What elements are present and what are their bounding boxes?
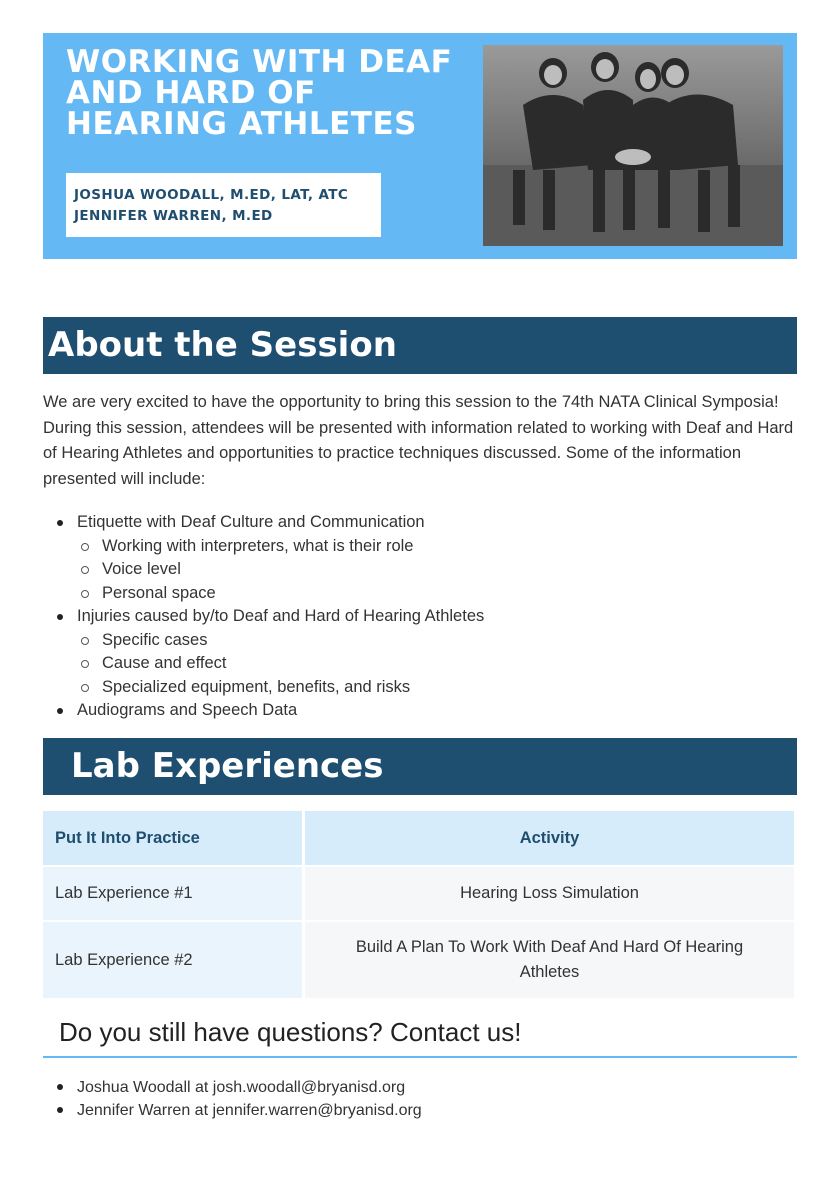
- contact-item: Jennifer Warren at jennifer.warren@bryanisd.org: [55, 1099, 422, 1122]
- list-item: Specific cases: [77, 629, 484, 653]
- table-row: [43, 922, 797, 1000]
- list-item: Audiograms and Speech Data: [55, 699, 484, 723]
- team-photo: [483, 45, 783, 246]
- topic-list: [55, 511, 484, 723]
- lab-heading: Lab Experiences: [71, 746, 384, 786]
- table-header-row: [43, 811, 797, 867]
- page-title: WORKING WITH DEAF AND HARD OF HEARING ATHLETES: [66, 44, 453, 142]
- author-name: JENNIFER WARREN, M.ED: [74, 208, 273, 224]
- column-header: Put It Into Practice: [43, 811, 305, 867]
- contact-list: [55, 1076, 422, 1122]
- contact-heading: Do you still have questions? Contact us!: [59, 1017, 522, 1047]
- column-header: Activity: [305, 811, 797, 867]
- intro-paragraph: We are very excited to have the opportunity to bring this session to the 74th NATA Clinical Symposia! During this session, attendees will be presented with information related to working with Deaf and Hard of Hearing Athletes and opportunities to practice techniques discussed. Some of the information presented will include:: [43, 393, 794, 488]
- author-name: JOSHUA WOODALL, M.ED, LAT, ATC: [74, 187, 349, 203]
- football-players-illustration: [483, 45, 783, 246]
- list-item: Injuries caused by/to Deaf and Hard of Hearing Athletes Specific cases Cause and effect Specialized equipment, benefits, and risks: [55, 605, 484, 699]
- list-item: Personal space: [77, 582, 484, 606]
- table-row: [43, 867, 797, 922]
- list-item: Voice level: [77, 558, 484, 582]
- lab-table: [43, 811, 797, 1000]
- contact-item: Joshua Woodall at josh.woodall@bryanisd.org: [55, 1076, 422, 1099]
- list-item: Specialized equipment, benefits, and risks: [77, 676, 484, 700]
- hero-banner: [43, 33, 797, 259]
- about-section-header: [43, 317, 797, 374]
- list-item: Etiquette with Deaf Culture and Communication Working with interpreters, what is their role Voice level Personal space: [55, 511, 484, 605]
- list-item: Cause and effect: [77, 652, 484, 676]
- authors-box: [66, 173, 381, 237]
- about-heading: About the Session: [48, 325, 397, 365]
- lab-section-header: [43, 738, 797, 795]
- list-item: Working with interpreters, what is their role: [77, 535, 484, 559]
- divider: [43, 1056, 797, 1058]
- table-cell: Build A Plan To Work With Deaf And Hard Of Hearing Athletes: [305, 922, 797, 1000]
- table-cell: Lab Experience #1: [43, 867, 305, 922]
- table-cell: Hearing Loss Simulation: [305, 867, 797, 922]
- table-cell: Lab Experience #2: [43, 922, 305, 1000]
